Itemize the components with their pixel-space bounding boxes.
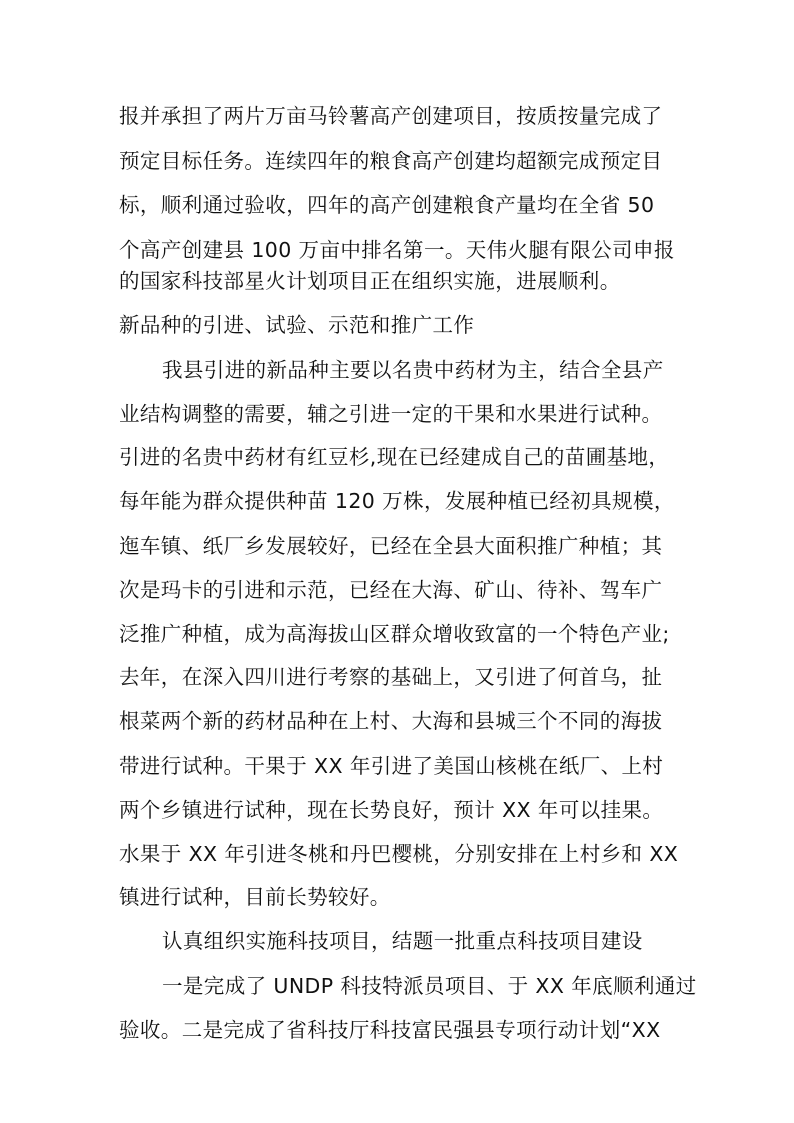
text-line: 预定目标任务。连续四年的粮食高产创建均超额完成预定目 — [119, 149, 663, 173]
text-line: 泛推广种植，成为高海拔山区群众增收致富的一个特色产业; — [119, 622, 670, 646]
text-line: 带进行试种。干果于 XX 年引进了美国山核桃在纸厂、上村 — [119, 754, 664, 778]
text-line: 标，顺利通过验收，四年的高产创建粮食产量均在全省 50 — [119, 193, 655, 217]
text-line: 验收。二是完成了省科技厅科技富民强县专项行动计划“XX — [119, 1018, 661, 1042]
text-line: 迤车镇、纸厂乡发展较好，已经在全县大面积推广种植；其 — [119, 534, 663, 558]
text-line: 水果于 XX 年引进冬桃和丹巴樱桃，分别安排在上村乡和 XX — [119, 842, 679, 866]
text-line: 业结构调整的需要，辅之引进一定的干果和水果进行试种。 — [119, 402, 663, 426]
text-line: 次是玛卡的引进和示范，已经在大海、矿山、待补、驾车广 — [119, 578, 663, 602]
text-line: 个高产创建县 100 万亩中排名第一。天伟火腿有限公司申报 — [119, 238, 675, 262]
text-line: 镇进行试种，目前长势较好。 — [119, 885, 391, 909]
text-line: 根菜两个新的药材品种在上村、大海和县城三个不同的海拔 — [119, 709, 663, 733]
text-line: 报并承担了两片万亩马铃薯高产创建项目，按质按量完成了 — [119, 104, 663, 128]
text-line: 每年能为群众提供种苗 120 万株，发展种植已经初具规模， — [119, 489, 675, 513]
text-line: 的国家科技部星火计划项目正在组织实施，进展顺利。 — [119, 269, 621, 293]
section-heading: 认真组织实施科技项目，结题一批重点科技项目建设 — [162, 929, 643, 953]
text-line: 引进的名贵中药材有红豆杉,现在已经建成自己的苗圃基地， — [119, 445, 670, 469]
text-line: 去年，在深入四川进行考察的基础上，又引进了何首乌，扯 — [119, 665, 663, 689]
section-heading: 新品种的引进、试验、示范和推广工作 — [119, 313, 475, 337]
text-line: 一是完成了 UNDP 科技特派员项目、于 XX 年底顺利通过 — [162, 974, 697, 998]
text-line: 两个乡镇进行试种，现在长势良好，预计 XX 年可以挂果。 — [119, 798, 664, 822]
text-line: 我县引进的新品种主要以名贵中药材为主，结合全县产 — [162, 358, 664, 382]
